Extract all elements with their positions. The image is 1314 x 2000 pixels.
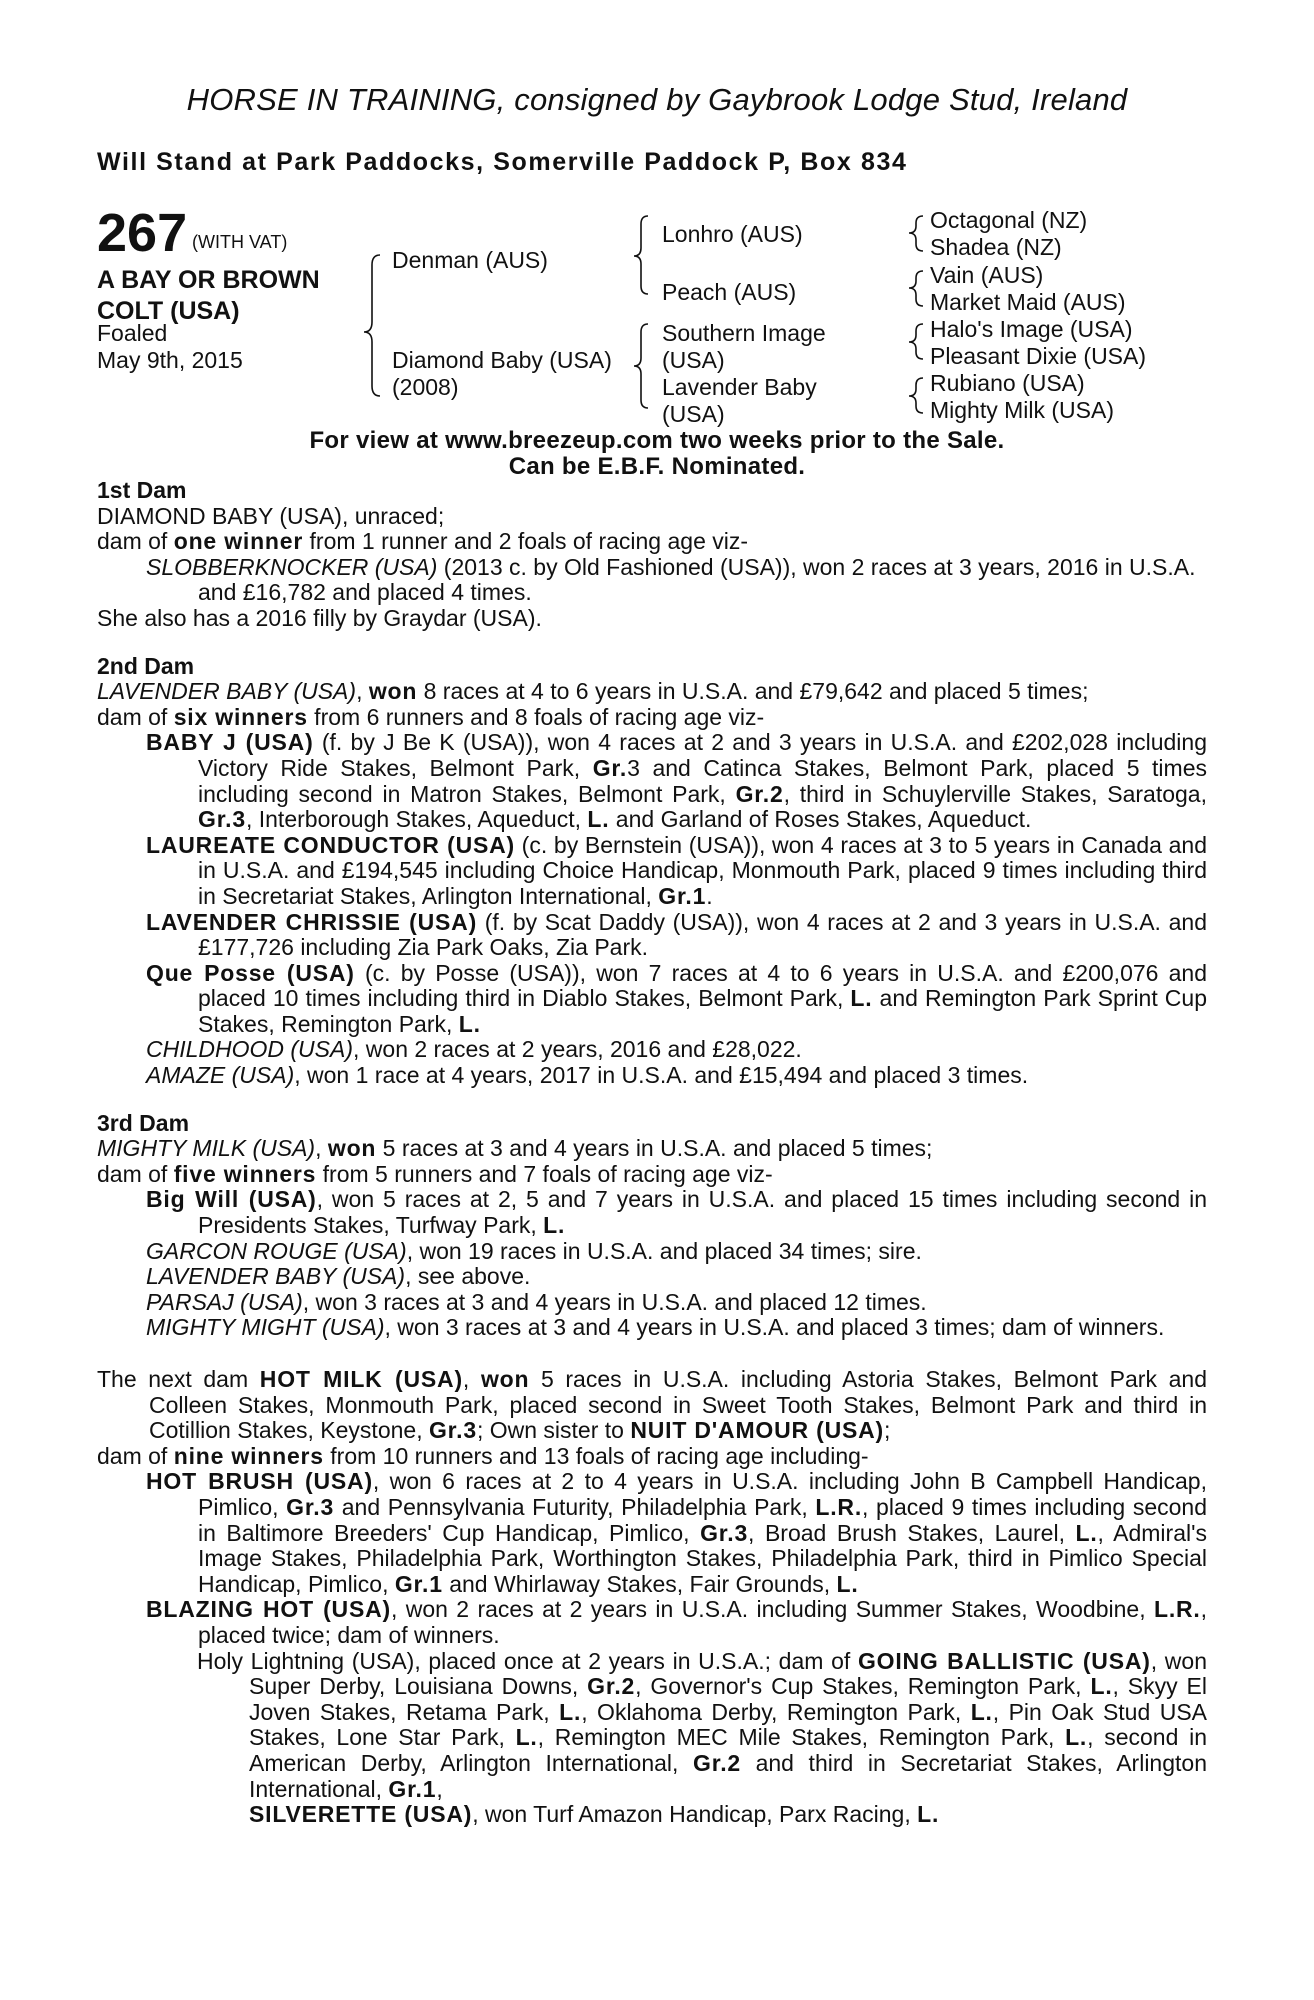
dam2-progeny-entry: LAVENDER CHRISSIE (USA) (f. by Scat Daddy (USA)), won 4 races at 2 and 3 years in U.S.A. and £177,726 including Zia Park Oaks, Zia Park. xyxy=(146,908,1207,961)
pedigree-dam-name: Diamond Baby (USA) xyxy=(392,347,612,373)
lot-description-line1: A BAY OR BROWN xyxy=(97,266,320,294)
catalogue-body xyxy=(97,478,1207,1828)
lot-description-line2: COLT (USA) xyxy=(97,297,240,325)
location-heading: Will Stand at Park Paddocks, Somerville Paddock P, Box 834 xyxy=(97,148,908,176)
vat-label: (WITH VAT) xyxy=(192,232,288,252)
pedigree-dam-dam-origin: (USA) xyxy=(662,401,725,427)
dam3-produce-summary: dam of five winners from 5 runners and 7 foals of racing age viz- xyxy=(97,1160,773,1187)
foaled-label: Foaled xyxy=(97,320,168,346)
pedigree-dds: Rubiano (USA) xyxy=(930,370,1085,396)
pedigree-ddd: Mighty Milk (USA) xyxy=(930,397,1115,423)
view-note: For view at www.breezeup.com two weeks prior to the Sale. xyxy=(309,427,1005,454)
ebf-note: Can be E.B.F. Nominated. xyxy=(508,453,806,480)
dam1-progeny-entry: SLOBBERKNOCKER (USA) (2013 c. by Old Fashioned (USA)), won 2 races at 3 years, 2016 in U.S.A. and £16,782 and placed 4 times. xyxy=(146,553,1196,606)
lot-number: 267 xyxy=(97,203,188,263)
pedigree-dam-sire xyxy=(662,320,826,374)
dam3-progeny-entry: Big Will (USA), won 5 races at 2, 5 and 7 years in U.S.A. and placed 15 times including second in Presidents Stakes, Turfway Park, L. xyxy=(146,1186,1207,1239)
pedigree-dam-dam xyxy=(662,374,817,428)
pedigree-braces xyxy=(0,0,1314,440)
pedigree-dss: Halo's Image (USA) xyxy=(930,316,1133,342)
pedigree-dam-dam-name: Lavender Baby xyxy=(662,374,817,400)
pedigree-ssd: Shadea (NZ) xyxy=(930,234,1062,260)
dam3-progeny-entry: LAVENDER BABY (USA), see above. xyxy=(146,1263,531,1290)
pedigree-sire-sire: Lonhro (AUS) xyxy=(662,221,803,247)
pedigree-sire-dam: Peach (AUS) xyxy=(662,279,797,305)
pedigree-dsd: Pleasant Dixie (USA) xyxy=(930,343,1147,369)
foaled-date: May 9th, 2015 xyxy=(97,347,243,373)
dam2-produce-summary: dam of six winners from 6 runners and 8 foals of racing age viz- xyxy=(97,703,765,730)
dam3-progeny-entry: MIGHTY MIGHT (USA), won 3 races at 3 and 4 years in U.S.A. and placed 3 times; dam of winners. xyxy=(146,1314,1165,1341)
dam1-also-line: She also has a 2016 filly by Graydar (USA). xyxy=(97,604,542,631)
next-dam-granddaughter-entry: Holy Lightning (USA), placed once at 2 years in U.S.A.; dam of GOING BALLISTIC (USA), won Super Derby, Louisiana Downs, Gr.2, Governor's Cup Stakes, Remington Park, L., Skyy El Joven Stakes, Retama Park, L., Oklahoma Derby, Remington Park, L., Pin Oak Stud USA Stakes, Lone Star Park, L., Remington MEC Mile Stakes, Remington Park, L., second in American Derby, Arlington International, Gr.2 and third in Secretariat Stakes, Arlington International, Gr.1, SILVERETTE (USA), won Turf Amazon Handicap, Parx Racing, L. xyxy=(197,1647,1208,1828)
dam2-progeny-entry: Que Posse (USA) (c. by Posse (USA)), won 7 races at 4 to 6 years in U.S.A. and £200,076 and placed 10 times including third in Diablo Stakes, Belmont Park, L. and Remington Park Sprint Cup Stakes, Remington Park, L. xyxy=(146,959,1208,1037)
section-heading-2nd-dam: 2nd Dam xyxy=(97,652,195,679)
pedigree-dam-sire-name: Southern Image xyxy=(662,320,826,346)
pedigree-sire: Denman (AUS) xyxy=(392,247,548,273)
dam2-line: LAVENDER BABY (USA), won 8 races at 4 to 6 years in U.S.A. and £79,642 and placed 5 times; xyxy=(97,678,1089,705)
pedigree-sds: Vain (AUS) xyxy=(930,262,1044,288)
pedigree-dam-year: (2008) xyxy=(392,374,459,400)
dam1-produce-summary: dam of one winner from 1 runner and 2 foals of racing age viz- xyxy=(97,528,749,555)
dam2-progeny-entry: AMAZE (USA), won 1 race at 4 years, 2017 in U.S.A. and £15,494 and placed 3 times. xyxy=(146,1062,1029,1089)
dam3-progeny-entry: PARSAJ (USA), won 3 races at 3 and 4 years in U.S.A. and placed 12 times. xyxy=(146,1288,927,1315)
consignor-heading: HORSE IN TRAINING, consigned by Gaybrook Lodge Stud, Ireland xyxy=(186,82,1128,117)
dam3-line: MIGHTY MILK (USA), won 5 races at 3 and 4 years in U.S.A. and placed 5 times; xyxy=(97,1135,933,1162)
next-dam-produce-summary: dam of nine winners from 10 runners and 13 foals of racing age including- xyxy=(97,1442,869,1469)
pedigree-dam xyxy=(392,347,612,401)
pedigree-sss: Octagonal (NZ) xyxy=(930,207,1088,233)
section-heading-3rd-dam: 3rd Dam xyxy=(97,1109,190,1136)
dam2-progeny-entry: BABY J (USA) (f. by J Be K (USA)), won 4 races at 2 and 3 years in U.S.A. and £202,028 including Victory Ride Stakes, Belmont Park, Gr.3 and Catinca Stakes, Belmont Park, placed 5 times including second in Matron Stakes, Belmont Park, Gr.2, third in Schuylerville Stakes, Saratoga, Gr.3, Interborough Stakes, Aqueduct, L. and Garland of Roses Stakes, Aqueduct. xyxy=(146,729,1207,833)
dam1-line: DIAMOND BABY (USA), unraced; xyxy=(97,502,445,529)
dam3-progeny-entry: GARCON ROUGE (USA), won 19 races in U.S.A. and placed 34 times; sire. xyxy=(146,1237,922,1264)
next-dam-progeny-entry: HOT BRUSH (USA), won 6 races at 2 to 4 years in U.S.A. including John B Campbell Handicap, Pimlico, Gr.3 and Pennsylvania Futurity, Philadelphia Park, L.R., placed 9 times including second in Baltimore Breeders' Cup Handicap, Pimlico, Gr.3, Broad Brush Stakes, Laurel, L., Admiral's Image Stakes, Philadelphia Park, Worthington Stakes, Philadelphia Park, third in Pimlico Special Handicap, Pimlico, Gr.1 and Whirlaway Stakes, Fair Grounds, L. xyxy=(146,1468,1207,1597)
pedigree-dam-sire-origin: (USA) xyxy=(662,347,725,373)
dam2-progeny-entry: LAUREATE CONDUCTOR (USA) (c. by Bernstein (USA)), won 4 races at 3 to 5 years in Canada and in U.S.A. and £194,545 including Choice Handicap, Monmouth Park, placed 9 times including third in Secretariat Stakes, Arlington International, Gr.1. xyxy=(146,831,1207,909)
next-dam-entry: The next dam HOT MILK (USA), won 5 races in U.S.A. including Astoria Stakes, Belmont Park and Colleen Stakes, Monmouth Park, placed second in Sweet Tooth Stakes, Belmont Park and third in Cotillion Stakes, Keystone, Gr.3; Own sister to NUIT D'AMOUR (USA); xyxy=(97,1366,1207,1444)
section-heading-1st-dam: 1st Dam xyxy=(97,477,187,503)
pedigree-sdd: Market Maid (AUS) xyxy=(930,289,1126,315)
next-dam-progeny-entry: BLAZING HOT (USA), won 2 races at 2 years in U.S.A. including Summer Stakes, Woodbine, L.R., placed twice; dam of winners. xyxy=(146,1596,1207,1648)
dam2-progeny-entry: CHILDHOOD (USA), won 2 races at 2 years, 2016 and £28,022. xyxy=(146,1036,802,1063)
